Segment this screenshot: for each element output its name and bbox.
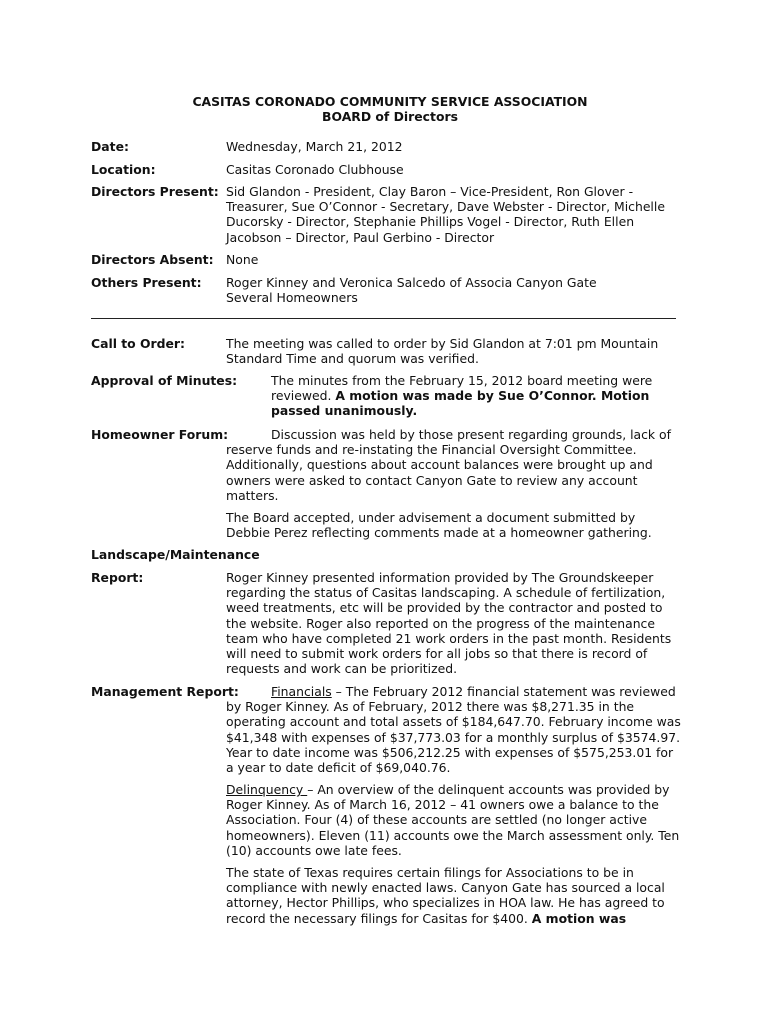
- management-report-label: Management Report:: [91, 684, 239, 699]
- date-label: Date:: [91, 139, 129, 154]
- directors-absent-label: Directors Absent:: [91, 252, 214, 267]
- texas-filings-paragraph: [226, 865, 681, 926]
- directors-present-label: Directors Present:: [91, 184, 219, 199]
- board-subtitle: BOARD of Directors: [322, 109, 458, 124]
- approval-body: The minutes from the February 15, 2012 board meeting were reviewed.: [271, 373, 653, 404]
- approval-text: [226, 373, 681, 419]
- others-present-line-1: Roger Kinney and Veronica Salcedo of Associa Canyon Gate: [226, 275, 597, 290]
- call-to-order-text: The meeting was called to order by Sid Glandon at 7:01 pm Mountain Standard Time and quorum was verified.: [226, 336, 659, 367]
- call-to-order-label: Call to Order:: [91, 336, 185, 351]
- texas-filings-motion: A motion was: [531, 910, 627, 926]
- separator-line: [91, 318, 676, 319]
- delinquency-paragraph: [226, 782, 681, 858]
- date-value: Wednesday, March 21, 2012: [226, 139, 403, 154]
- financials-title: Financials: [271, 684, 332, 699]
- approval-label: Approval of Minutes:: [91, 373, 238, 388]
- homeowner-forum-text-2: The Board accepted, under advisement a document submitted by Debbie Perez reflecting comments made at a homeowner gathering.: [226, 510, 652, 541]
- others-present-value: [226, 275, 681, 305]
- delinquency-text: – An overview of the delinquent accounts was provided by Roger Kinney. As of March 16, 2012 – 41 owners owe a balance to the Association. Four (4) of these accounts are settled (no longer active homeowners). Eleven (11) accounts owe the March assessment only. Ten (10) accounts owe late fees.: [226, 782, 680, 858]
- homeowner-forum-label: Homeowner Forum:: [91, 427, 229, 442]
- others-present-label: Others Present:: [91, 275, 202, 290]
- landscape-heading: Landscape/Maintenance: [91, 547, 260, 562]
- location-value: Casitas Coronado Clubhouse: [226, 162, 404, 177]
- others-present-line-2: Several Homeowners: [226, 290, 358, 306]
- homeowner-forum-text: Discussion was held by those present regarding grounds, lack of reserve funds and re-instating the Financial Oversight Committee. Additionally, questions about account balances were brought up and owners were asked to contact Canyon Gate to review any account matters.: [226, 427, 671, 503]
- association-title: CASITAS CORONADO COMMUNITY SERVICE ASSOCIATION: [192, 94, 588, 109]
- location-label: Location:: [91, 162, 156, 177]
- directors-absent-value: None: [226, 252, 259, 267]
- financials-text: – The February 2012 financial statement was reviewed by Roger Kinney. As of February, 2012 there was $8,271.35 in the operating account and total assets of $184,647.70. February income was $41,348 with expenses of $37,773.03 for a monthly surplus of $3574.97. Year to date income was $506,212.25 with expenses of $575,253.01 for a year to date deficit of $69,040.76.: [226, 684, 681, 776]
- texas-filings-text: The state of Texas requires certain filings for Associations to be in compliance with newly enacted laws. Canyon Gate has sourced a local attorney, Hector Phillips, who specializes in HOA law. He has agreed to record the necessary filings for Casitas for $400.: [226, 865, 665, 926]
- delinquency-title: Delinquency: [226, 782, 308, 797]
- financials-paragraph: [226, 684, 681, 775]
- landscape-report-label: Report:: [91, 570, 144, 585]
- landscape-report-text: Roger Kinney presented information provided by The Groundskeeper regarding the status of Casitas landscaping. A schedule of fertilization, weed treatments, etc will be provided by the contractor and posted to the website. Roger also reported on the progress of the maintenance team who have completed 21 work orders in the past month. Residents will need to submit work orders for all jobs so that there is record of requests and work can be prioritized.: [226, 570, 672, 677]
- directors-present-value: Sid Glandon - President, Clay Baron – Vice-President, Ron Glover - Treasurer, Sue O’Connor - Secretary, Dave Webster - Director, Michelle Ducorsky - Director, Stephanie Phillips Vogel - Director, Ruth Ellen Jacobson – Director, Paul Gerbino - Director: [226, 184, 665, 245]
- approval-motion: A motion was made by Sue O’Connor. Motion passed unanimously.: [271, 388, 650, 419]
